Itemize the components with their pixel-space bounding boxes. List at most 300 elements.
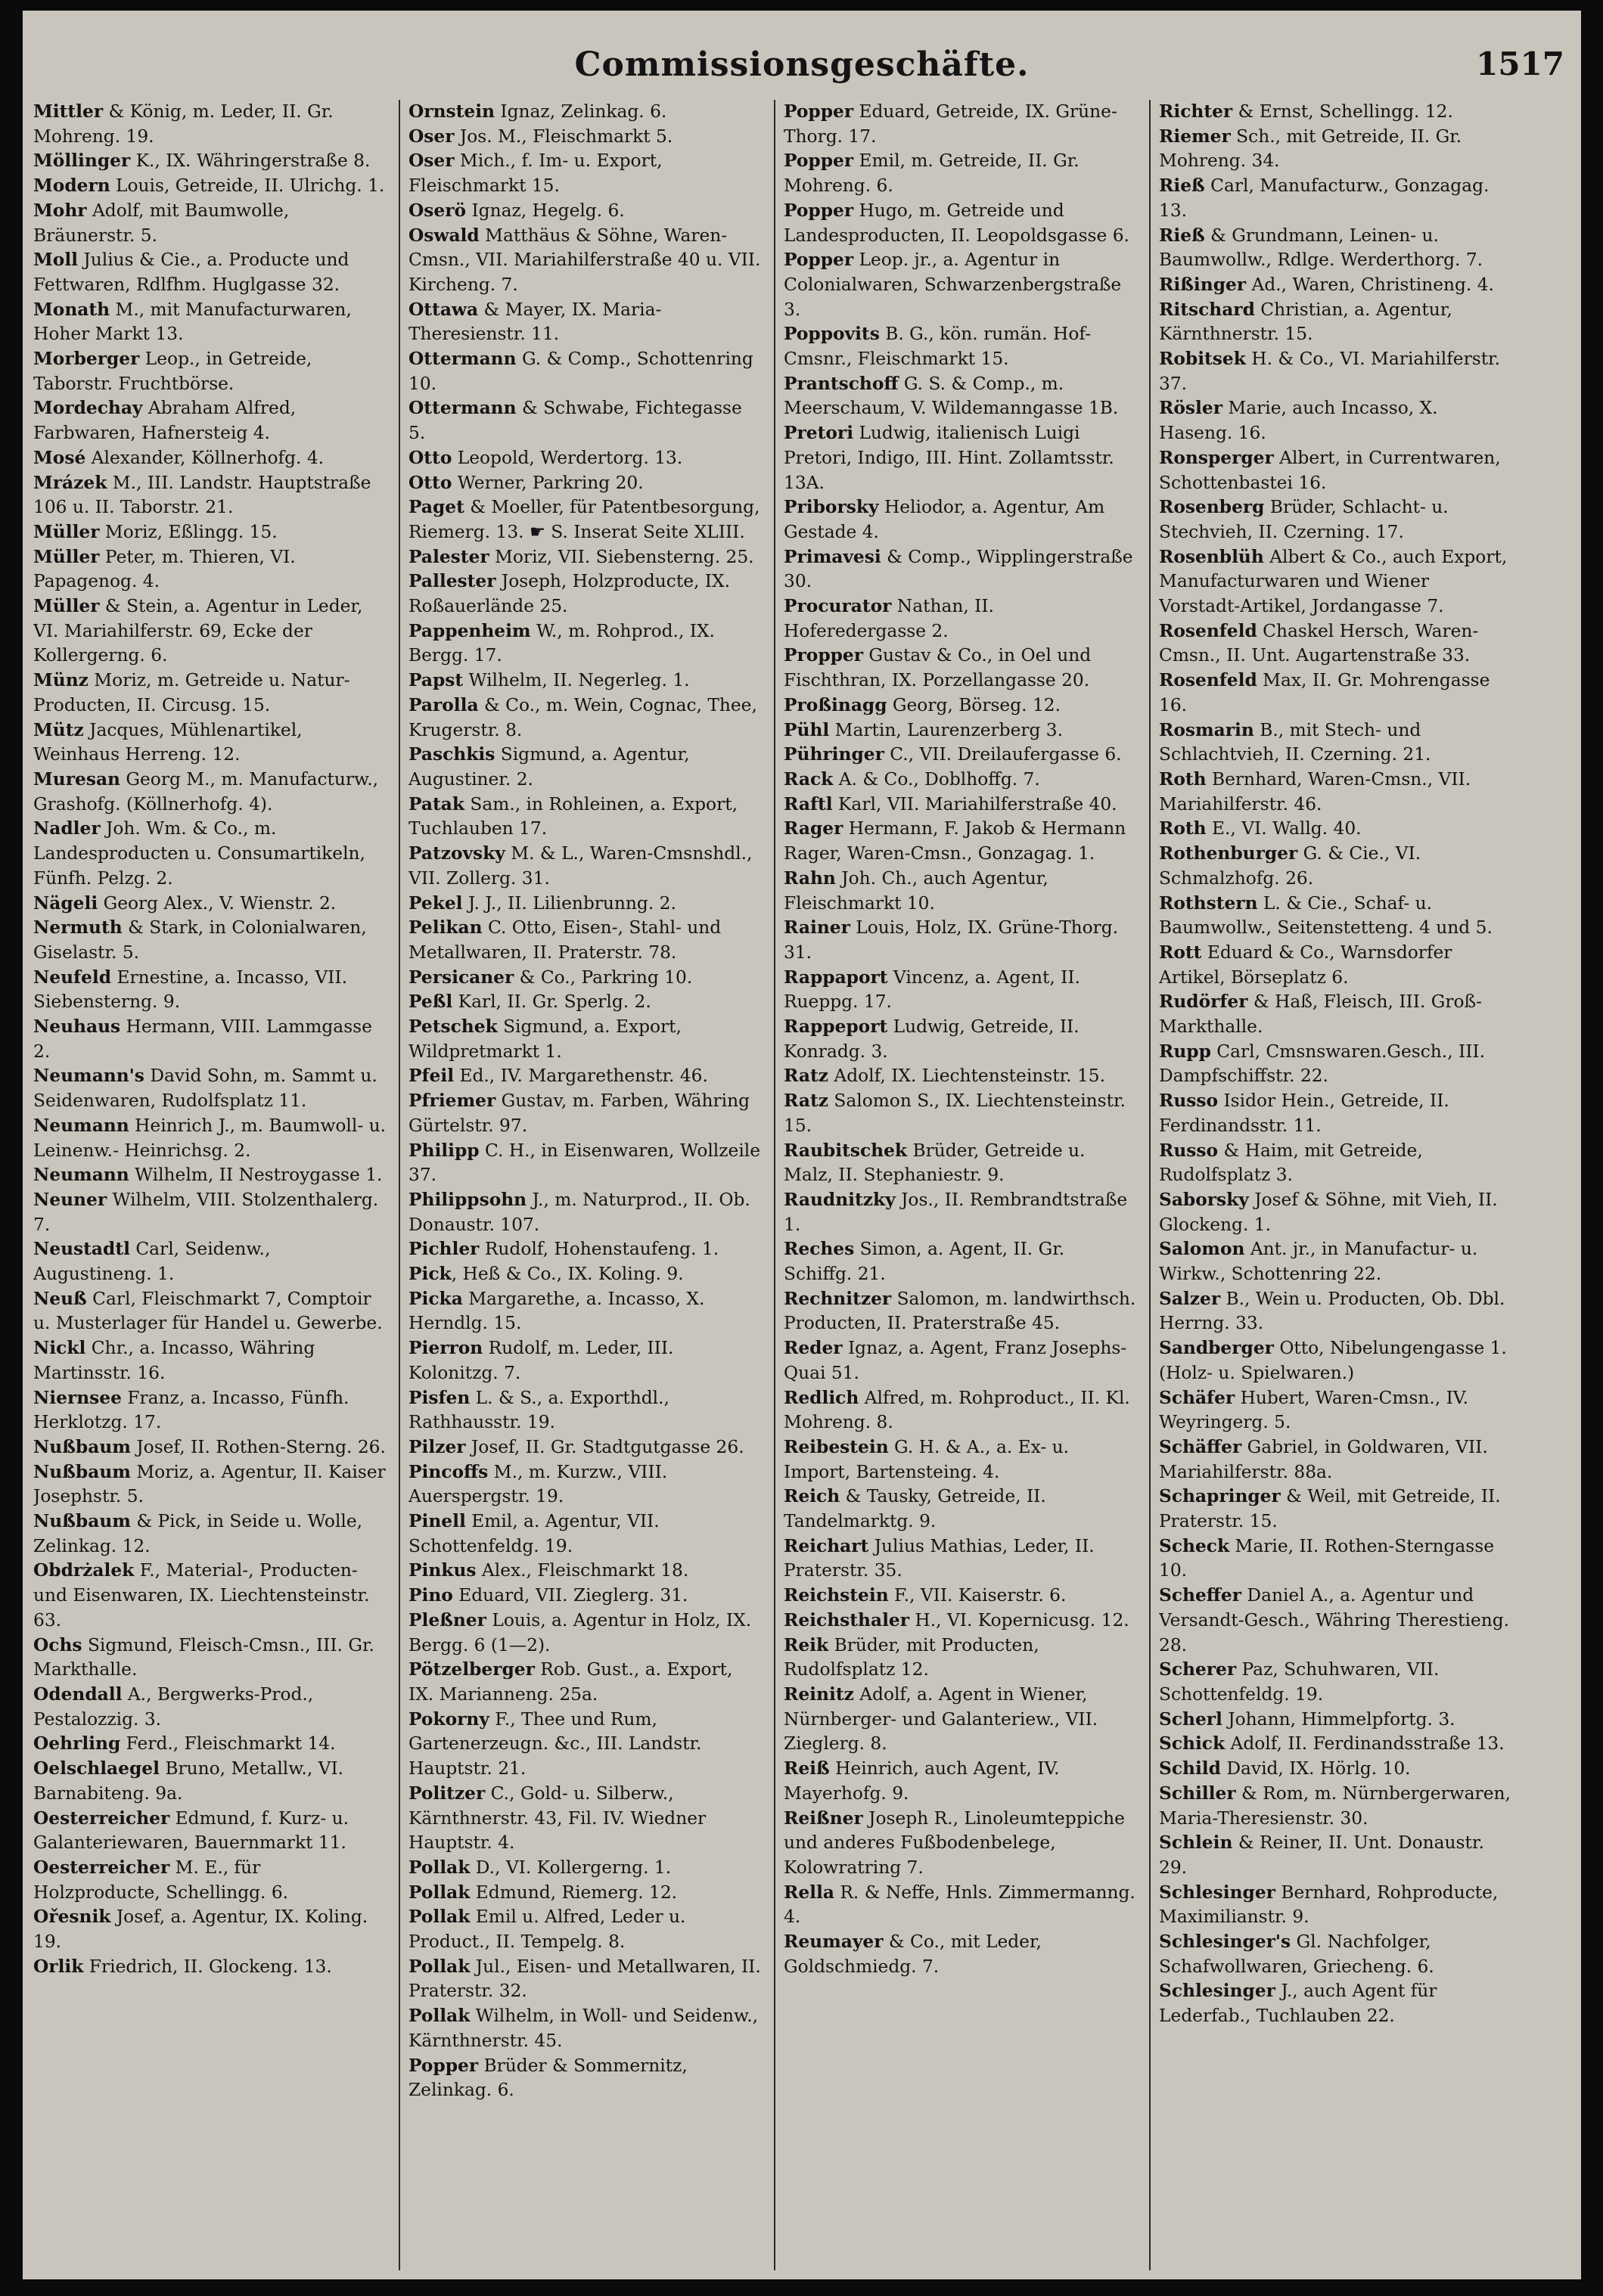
- entry-name: Rothstern: [1159, 892, 1258, 914]
- entry-name: Roth: [1159, 768, 1207, 790]
- entry-details: Adolf, II. Ferdinandsstraße 13.: [1225, 1733, 1505, 1755]
- entry-details: Bernhard, Waren-Cmsn., VII. Mariahilferstr. 46.: [1159, 768, 1471, 814]
- directory-entry: [33, 100, 386, 149]
- directory-entry: [1159, 619, 1511, 669]
- entry-details: Hubert, Waren-Cmsn., IV. Weyringerg. 5.: [1159, 1387, 1468, 1433]
- entry-details: Johann, Himmelpfortg. 3.: [1222, 1708, 1455, 1730]
- directory-entry: [409, 1782, 761, 1856]
- entry-name: Pötzelberger: [409, 1659, 535, 1680]
- entry-name: Pinell: [409, 1511, 466, 1532]
- entry-name: Paschkis: [409, 744, 496, 765]
- entry-name: Modern: [33, 175, 110, 197]
- entry-name: Reik: [784, 1634, 829, 1655]
- entry-name: Neustadtl: [33, 1239, 130, 1260]
- directory-entry: [1159, 545, 1511, 619]
- directory-entry: [409, 892, 761, 917]
- directory-entry: [409, 125, 761, 150]
- entry-details: Salomon S., IX. Liechtensteinstr. 15.: [784, 1091, 1126, 1136]
- entry-details: Jul., Eisen- und Metallwaren, II. Praterstr. 32.: [409, 1956, 761, 2002]
- entry-name: Münz: [33, 670, 89, 691]
- entry-details: Isidor Hein., Getreide, II. Ferdinandsstr. 11.: [1159, 1091, 1449, 1136]
- entry-details: Georg, Börseg. 12.: [887, 694, 1061, 715]
- directory-entry: [409, 1435, 761, 1460]
- directory-entry: [409, 1386, 761, 1435]
- directory-entry: [33, 1435, 386, 1460]
- entry-name: Pleßner: [409, 1609, 486, 1630]
- directory-entry: [33, 199, 386, 248]
- entry-name: Popper: [409, 2055, 479, 2076]
- directory-entry: [409, 396, 761, 445]
- entry-details: M., m. Kurzw., VIII. Auerspergstr. 19.: [409, 1461, 668, 1507]
- directory-entry: [33, 916, 386, 965]
- entry-details: F., VII. Kaiserstr. 6.: [888, 1585, 1067, 1606]
- directory-entry: [784, 421, 1136, 495]
- directory-entry: [409, 793, 761, 842]
- entry-name: Otto: [409, 447, 452, 468]
- entry-name: Monath: [33, 299, 110, 320]
- page-title: Commissionsgeschäfte.: [574, 45, 1030, 84]
- directory-entry: [409, 347, 761, 396]
- entry-name: Pilzer: [409, 1436, 466, 1457]
- entry-details: C. H., in Eisenwaren, Wollzeile 37.: [409, 1140, 761, 1186]
- entry-name: Schlesinger's: [1159, 1931, 1291, 1953]
- entry-name: Oserö: [409, 200, 467, 221]
- entry-details: Georg M., m. Manufacturw., Grashofg. (Köllnerhofg. 4).: [33, 768, 379, 814]
- directory-entry: [33, 1856, 386, 1905]
- entry-details: Bernhard, Rohproducte, Maximilianstr. 9.: [1159, 1882, 1499, 1928]
- directory-entry: [1159, 1336, 1511, 1385]
- entry-details: & Haim, mit Getreide, Rudolfsplatz 3.: [1159, 1140, 1423, 1186]
- entry-name: Neumann: [33, 1115, 129, 1136]
- entry-details: Carl, Fleischmarkt 7, Comptoir u. Musterlager für Handel u. Gewerbe.: [33, 1288, 383, 1334]
- directory-entry: [784, 1089, 1136, 1138]
- directory-entry: [33, 966, 386, 1015]
- entry-details: Ignaz, Hegelg. 6.: [466, 200, 625, 221]
- entry-name: Pokorny: [409, 1708, 489, 1730]
- entry-details: & Co., m. Wein, Cognac, Thee, Krugerstr. 8.: [409, 694, 757, 740]
- directory-entry: [1159, 224, 1511, 273]
- directory-entry: [784, 1534, 1136, 1584]
- directory-entry: [784, 1188, 1136, 1237]
- entry-details: Gl. Nachfolger, Schafwollwaren, Griecheng. 6.: [1159, 1931, 1434, 1977]
- directory-entry: [1159, 298, 1511, 347]
- entry-details: Sam., in Rohleinen, a. Export, Tuchlauben 17.: [409, 793, 738, 839]
- directory-entry: [784, 793, 1136, 818]
- entry-name: Neuhaus: [33, 1016, 121, 1038]
- entry-details: Carl, Manufacturw., Gonzagag. 13.: [1159, 175, 1490, 221]
- directory-entry: [784, 966, 1136, 1015]
- entry-details: Edmund, Riemerg. 12.: [470, 1882, 678, 1903]
- entry-name: Rosmarin: [1159, 719, 1254, 740]
- directory-entry: [33, 1955, 386, 1980]
- entry-details: Jos. M., Fleischmarkt 5.: [454, 126, 673, 147]
- directory-entry: [1159, 990, 1511, 1039]
- entry-details: C., Gold- u. Silberw., Kärnthnerstr. 43, Fil. IV. Wiedner Hauptstr. 4.: [409, 1783, 707, 1854]
- entry-details: Franz, a. Incasso, Fünfh. Herklotzg. 17.: [33, 1387, 349, 1433]
- directory-entry: [784, 1237, 1136, 1286]
- directory-entry: [33, 594, 386, 669]
- entry-name: Rosenfeld: [1159, 620, 1257, 641]
- column-divider: [399, 100, 400, 2270]
- entry-name: Popper: [784, 101, 854, 122]
- directory-entry: [409, 916, 761, 965]
- entry-details: B., Wein u. Producten, Ob. Dbl. Herrng. 33.: [1159, 1288, 1505, 1334]
- entry-details: C. Otto, Eisen-, Stahl- und Metallwaren, II. Praterstr. 78.: [409, 917, 722, 963]
- directory-entry: [33, 1683, 386, 1732]
- entry-details: Sigmund, a. Export, Wildpretmarkt 1.: [409, 1016, 682, 1062]
- entry-name: Nägeli: [33, 892, 98, 914]
- entry-details: M., mit Manufacturwaren, Hoher Markt 13.: [33, 299, 352, 345]
- entry-details: & Stein, a. Agentur in Leder, VI. Mariahilferstr. 69, Ecke der Kollergerng. 6.: [33, 596, 363, 666]
- entry-name: Mohr: [33, 200, 87, 221]
- entry-name: Otto: [409, 472, 452, 493]
- entry-name: Prantschoff: [784, 373, 899, 394]
- entry-details: F., Thee und Rum, Gartenerzeugn. &c., III. Landstr. Hauptstr. 21.: [409, 1708, 702, 1779]
- entry-name: Odendall: [33, 1684, 123, 1705]
- directory-entry: [1159, 446, 1511, 495]
- entry-name: Redlich: [784, 1387, 859, 1408]
- entry-name: Reibestein: [784, 1436, 889, 1457]
- entry-details: Josef, II. Rothen-Sterng. 26.: [130, 1436, 386, 1457]
- entry-name: Ottawa: [409, 299, 479, 320]
- directory-entry: [33, 1386, 386, 1435]
- directory-entry: [409, 1139, 761, 1188]
- entry-details: Eduard & Co., Warnsdorfer Artikel, Börseplatz 6.: [1159, 942, 1452, 988]
- entry-details: Ant. jr., in Manufactur- u. Wirkw., Schottenring 22.: [1159, 1239, 1478, 1285]
- entry-name: Persicaner: [409, 966, 514, 988]
- directory-entry: [33, 1559, 386, 1633]
- entry-name: Oser: [409, 126, 455, 147]
- entry-details: Heinrich, auch Agent, IV. Mayerhofg. 9.: [784, 1758, 1060, 1804]
- entry-details: Wilhelm, in Woll- und Seidenw., Kärnthnerstr. 45.: [409, 2006, 759, 2051]
- entry-details: Albert, in Currentwaren, Schottenbastei 16.: [1159, 447, 1501, 493]
- entry-details: , Heß & Co., IX. Koling. 9.: [451, 1264, 684, 1285]
- entry-name: Peßl: [409, 991, 453, 1013]
- entry-name: Ornstein: [409, 101, 495, 122]
- entry-details: G. & Cie., VI. Schmalzhofg. 26.: [1159, 843, 1421, 889]
- entry-details: Sch., mit Getreide, II. Gr. Mohreng. 34.: [1159, 126, 1462, 172]
- entry-details: Sigmund, a. Agentur, Augustiner. 2.: [409, 744, 690, 790]
- entry-name: Procurator: [784, 596, 892, 617]
- entry-name: Reumayer: [784, 1931, 884, 1953]
- entry-details: Joseph, Holzproducte, IX. Roßauerlände 25.: [409, 571, 730, 617]
- entry-details: Brüder, Schlacht- u. Stechvieh, II. Czerning. 17.: [1159, 497, 1449, 542]
- entry-name: Raftl: [784, 793, 833, 814]
- entry-name: Priborsky: [784, 497, 879, 518]
- directory-entry: [784, 1881, 1136, 1930]
- entry-name: Raudnitzky: [784, 1189, 896, 1210]
- entry-details: Rob. Gust., a. Export, IX. Marianneng. 25a.: [409, 1659, 733, 1705]
- entry-name: Rainer: [784, 917, 850, 939]
- entry-name: Raubitschek: [784, 1140, 908, 1161]
- entry-details: Moriz, VII. Siebensterng. 25.: [489, 546, 754, 567]
- entry-name: Müller: [33, 596, 100, 617]
- entry-details: Louis, Holz, IX. Grüne-Thorg. 31.: [784, 917, 1119, 963]
- entry-details: K., IX. Währingerstraße 8.: [130, 150, 371, 172]
- entry-name: Palester: [409, 546, 489, 567]
- entry-details: Ed., IV. Margarethenstr. 46.: [454, 1066, 708, 1087]
- entry-name: Pelikan: [409, 917, 483, 939]
- entry-details: Gustav, m. Farben, Währing Gürtelstr. 97.: [409, 1091, 750, 1136]
- entry-details: Christian, a. Agentur, Kärnthnerstr. 15.: [1159, 299, 1452, 345]
- directory-entry: [409, 1460, 761, 1509]
- entry-name: Rager: [784, 818, 843, 839]
- entry-name: Popper: [784, 250, 854, 271]
- entry-name: Pichler: [409, 1239, 480, 1260]
- entry-details: Adolf, mit Baumwolle, Bräunerstr. 5.: [33, 200, 290, 246]
- entry-name: Rott: [1159, 942, 1202, 963]
- entry-details: Hermann, F. Jakob & Hermann Rager, Waren-Cmsn., Gonzagag. 1.: [784, 818, 1126, 864]
- entry-name: Rappeport: [784, 1016, 888, 1038]
- directory-entry: [784, 916, 1136, 965]
- entry-details: Louis, Getreide, II. Ulrichg. 1.: [110, 175, 385, 197]
- directory-entry: [409, 1559, 761, 1584]
- directory-entry: [33, 520, 386, 545]
- directory-entry: [784, 644, 1136, 693]
- entry-name: Philippsohn: [409, 1189, 527, 1210]
- directory-entry: [409, 2004, 761, 2053]
- entry-name: Nickl: [33, 1338, 86, 1359]
- entry-name: Nermuth: [33, 917, 123, 939]
- directory-entry: [409, 1287, 761, 1336]
- entry-details: & Rom, m. Nürnbergerwaren, Maria-Theresienstr. 30.: [1159, 1783, 1511, 1829]
- entry-details: Heinrich J., m. Baumwoll- u. Leinenw.- Heinrichsg. 2.: [33, 1115, 386, 1161]
- entry-name: Richter: [1159, 101, 1233, 122]
- entry-details: Chr., a. Incasso, Währing Martinsstr. 16.: [33, 1338, 315, 1383]
- directory-entry: [33, 1237, 386, 1286]
- entry-details: J., m. Naturprod., II. Ob. Donaustr. 107.: [409, 1189, 750, 1235]
- entry-details: G. H. & A., a. Ex- u. Import, Bartensteing. 4.: [784, 1436, 1070, 1482]
- directory-entry: [1159, 1534, 1511, 1584]
- entry-name: Russo: [1159, 1140, 1219, 1161]
- entry-name: Reinitz: [784, 1684, 854, 1705]
- entry-name: Reder: [784, 1338, 843, 1359]
- directory-entry: [409, 199, 761, 224]
- entry-details: Alexander, Köllnerhofg. 4.: [85, 447, 325, 468]
- directory-entry: [784, 718, 1136, 743]
- directory-entry: [784, 199, 1136, 248]
- entry-details: Ludwig, italienisch Luigi Pretori, Indigo, III. Hint. Zollamtsstr. 13A.: [784, 423, 1114, 493]
- column-divider: [1149, 100, 1151, 2270]
- entry-details: Wilhelm, VIII. Stolzenthalerg. 7.: [33, 1189, 379, 1235]
- entry-details: Daniel A., a. Agentur und Versandt-Gesch., Währing Therestieng. 28.: [1159, 1585, 1510, 1655]
- entry-name: Schapringer: [1159, 1486, 1281, 1507]
- entry-details: Emil, a. Agentur, VII. Schottenfeldg. 19.: [409, 1511, 660, 1556]
- entry-name: Neumann: [33, 1165, 129, 1186]
- entry-name: Ratz: [784, 1066, 828, 1087]
- directory-entry: [1159, 1287, 1511, 1336]
- entry-details: M. & L., Waren-Cmsnshdl., VII. Zollerg. 31.: [409, 843, 753, 889]
- entry-name: Schäffer: [1159, 1436, 1242, 1457]
- directory-entry: [1159, 817, 1511, 842]
- directory-entry: [1159, 125, 1511, 174]
- column-divider: [774, 100, 775, 2270]
- entry-name: Niernsee: [33, 1387, 122, 1408]
- entry-details: L. & Cie., Schaf- u. Baumwollw., Seitenstetteng. 4 und 5.: [1159, 892, 1493, 939]
- entry-name: Propper: [784, 645, 864, 666]
- entry-name: Saborsky: [1159, 1189, 1249, 1210]
- entry-details: & Moeller, für Patentbesorgung, Riemerg. 13. ☛ S. Inserat Seite XLIII.: [409, 497, 760, 542]
- entry-details: Wilhelm, II Nestroygasse 1.: [129, 1165, 383, 1186]
- entry-name: Salomon: [1159, 1239, 1245, 1260]
- entry-name: Orlik: [33, 1956, 84, 1977]
- entry-details: Moriz, a. Agentur, II. Kaiser Josephstr. 5.: [33, 1461, 386, 1507]
- directory-entry: [33, 298, 386, 347]
- entry-name: Pollak: [409, 1956, 471, 1977]
- directory-entry: [409, 693, 761, 743]
- directory-entry: [409, 1856, 761, 1881]
- entry-details: Simon, a. Agent, II. Gr. Schiffg. 21.: [784, 1239, 1065, 1285]
- entry-name: Sandberger: [1159, 1338, 1274, 1359]
- directory-entry: [409, 743, 761, 792]
- directory-entry: [409, 471, 761, 496]
- column-3: [784, 100, 1136, 2278]
- directory-entry: [409, 1609, 761, 1658]
- directory-entry: [33, 1287, 386, 1336]
- entry-details: F., Material-, Producten- und Eisenwaren, IX. Liechtensteinstr. 63.: [33, 1560, 370, 1630]
- entry-name: Pinkus: [409, 1560, 477, 1581]
- directory-entry: [33, 817, 386, 891]
- entry-details: Ignaz, Zelinkag. 6.: [495, 101, 667, 122]
- directory-entry: [1159, 100, 1511, 125]
- entry-details: G. & Comp., Schottenring 10.: [409, 349, 753, 394]
- directory-entry: [784, 322, 1136, 371]
- entry-details: Ad., Waren, Christineng. 4.: [1246, 274, 1494, 295]
- entry-details: B., mit Stech- und Schlachtvieh, II. Czerning. 21.: [1159, 719, 1431, 765]
- entry-name: Oehrling: [33, 1733, 121, 1755]
- directory-entry: [409, 1955, 761, 2004]
- entry-name: Rosenfeld: [1159, 670, 1257, 691]
- directory-entry: [1159, 495, 1511, 545]
- entry-details: L. & S., a. Exporthdl., Rathhausstr. 19.: [409, 1387, 669, 1433]
- directory-entry: [409, 2054, 761, 2103]
- directory-entry: [33, 768, 386, 817]
- directory-entry: [1159, 1831, 1511, 1880]
- entry-details: A., Bergwerks-Prod., Pestalozzig. 3.: [33, 1684, 314, 1730]
- directory-entry: [1159, 669, 1511, 718]
- entry-name: Reich: [784, 1486, 840, 1507]
- entry-name: Pollak: [409, 1907, 471, 1928]
- entry-name: Mordechay: [33, 398, 143, 419]
- directory-entry: [1159, 1708, 1511, 1733]
- entry-name: Rudörfer: [1159, 991, 1248, 1013]
- entry-details: & Comp., Wipplingerstraße 30.: [784, 546, 1133, 592]
- entry-name: Papst: [409, 670, 464, 691]
- directory-entry: [784, 495, 1136, 545]
- entry-details: & Pick, in Seide u. Wolle, Zelinkag. 12.: [33, 1511, 363, 1556]
- entry-details: Joh. Ch., auch Agentur, Fleischmarkt 10.: [784, 867, 1048, 914]
- entry-name: Nußbaum: [33, 1461, 131, 1482]
- entry-name: Möllinger: [33, 150, 131, 172]
- directory-entry: [784, 1485, 1136, 1534]
- directory-entry: [784, 1287, 1136, 1336]
- directory-entry: [409, 224, 761, 298]
- entry-name: Morberger: [33, 349, 140, 370]
- column-4: [1159, 100, 1511, 2278]
- directory-entry: [409, 1089, 761, 1138]
- directory-entry: [409, 569, 761, 619]
- entry-name: Rappaport: [784, 966, 888, 988]
- directory-entry: [33, 1757, 386, 1806]
- directory-entry: [409, 1188, 761, 1237]
- entry-name: Rosenblüh: [1159, 546, 1264, 567]
- entry-details: Alfred, m. Rohproduct., II. Kl. Mohreng. 8.: [784, 1387, 1130, 1433]
- directory-entry: [409, 1064, 761, 1089]
- directory-entry: [409, 990, 761, 1015]
- directory-entry: [409, 669, 761, 693]
- entry-details: J. J., II. Lilienbrunng. 2.: [462, 892, 676, 914]
- entry-name: Rißinger: [1159, 274, 1247, 295]
- entry-name: Pretori: [784, 423, 854, 444]
- entry-details: Josef, a. Agentur, IX. Koling. 19.: [33, 1907, 368, 1953]
- entry-details: Carl, Seidenw., Augustineng. 1.: [33, 1239, 271, 1285]
- entry-details: Julius Mathias, Leder, II. Praterstr. 35.: [784, 1535, 1095, 1581]
- entry-name: Oelschlaegel: [33, 1758, 160, 1779]
- entry-name: Pincoffs: [409, 1461, 489, 1482]
- entry-name: Schild: [1159, 1758, 1221, 1779]
- directory-entry: [784, 545, 1136, 594]
- directory-entry: [33, 1188, 386, 1237]
- directory-entry: [33, 174, 386, 199]
- entry-name: Patzovsky: [409, 843, 505, 864]
- entry-name: Pollak: [409, 1857, 471, 1878]
- directory-entry: [33, 1732, 386, 1757]
- entry-name: Petschek: [409, 1016, 498, 1038]
- entry-name: Pfriemer: [409, 1091, 496, 1112]
- entry-name: Rieß: [1159, 225, 1205, 246]
- directory-entry: [409, 545, 761, 570]
- entry-name: Scherer: [1159, 1659, 1237, 1680]
- entry-details: Ernestine, a. Incasso, VII. Siebensterng. 9.: [33, 966, 347, 1013]
- directory-entry: [33, 1905, 386, 1954]
- entry-details: Brüder, mit Producten, Rudolfsplatz 12.: [784, 1634, 1039, 1680]
- entry-details: Carl, Cmsnswaren.Gesch., III. Dampfschiffstr. 22.: [1159, 1041, 1486, 1087]
- directory-entry: [784, 1386, 1136, 1435]
- entry-name: Rösler: [1159, 398, 1222, 419]
- directory-entry: [1159, 1584, 1511, 1658]
- directory-entry: [784, 1064, 1136, 1089]
- directory-entry: [1159, 941, 1511, 990]
- entry-details: Rudolf, Hohenstaufeng. 1.: [479, 1239, 719, 1260]
- directory-entry: [409, 1708, 761, 1782]
- directory-entry: [784, 693, 1136, 718]
- directory-entry: [409, 1584, 761, 1609]
- directory-entry: [409, 446, 761, 471]
- entry-details: A. & Co., Doblhoffg. 7.: [833, 768, 1040, 790]
- entry-details: Martin, Laurenzerberg 3.: [829, 719, 1064, 740]
- column-2: [409, 100, 761, 2278]
- directory-entry: [784, 594, 1136, 644]
- directory-entry: [409, 842, 761, 891]
- directory-entry: [409, 1015, 761, 1064]
- entry-details: Mich., f. Im- u. Export, Fleischmarkt 15.: [409, 150, 663, 197]
- entry-name: Pollak: [409, 1882, 471, 1903]
- entry-name: Rothenburger: [1159, 843, 1298, 864]
- directory-entry: [33, 892, 386, 917]
- entry-details: Brüder & Sommernitz, Zelinkag. 6.: [409, 2055, 688, 2101]
- entry-name: Mütz: [33, 719, 84, 740]
- entry-name: Salzer: [1159, 1288, 1221, 1309]
- entry-details: Louis, a. Agentur in Holz, IX. Bergg. 6 (1—2).: [409, 1609, 752, 1655]
- entry-details: Alex., Fleischmarkt 18.: [476, 1560, 689, 1581]
- entry-name: Ronsperger: [1159, 447, 1274, 468]
- entry-name: Pfeil: [409, 1066, 455, 1087]
- entry-details: Moriz, m. Getreide u. Natur-Producten, II. Circusg. 15.: [33, 670, 350, 715]
- directory-entry: [33, 396, 386, 445]
- entry-name: Neuß: [33, 1288, 87, 1309]
- entry-details: Bruno, Metallw., VI. Barnabiteng. 9a.: [33, 1758, 344, 1804]
- entry-details: Rudolf, m. Leder, III. Kolonitzg. 7.: [409, 1338, 674, 1383]
